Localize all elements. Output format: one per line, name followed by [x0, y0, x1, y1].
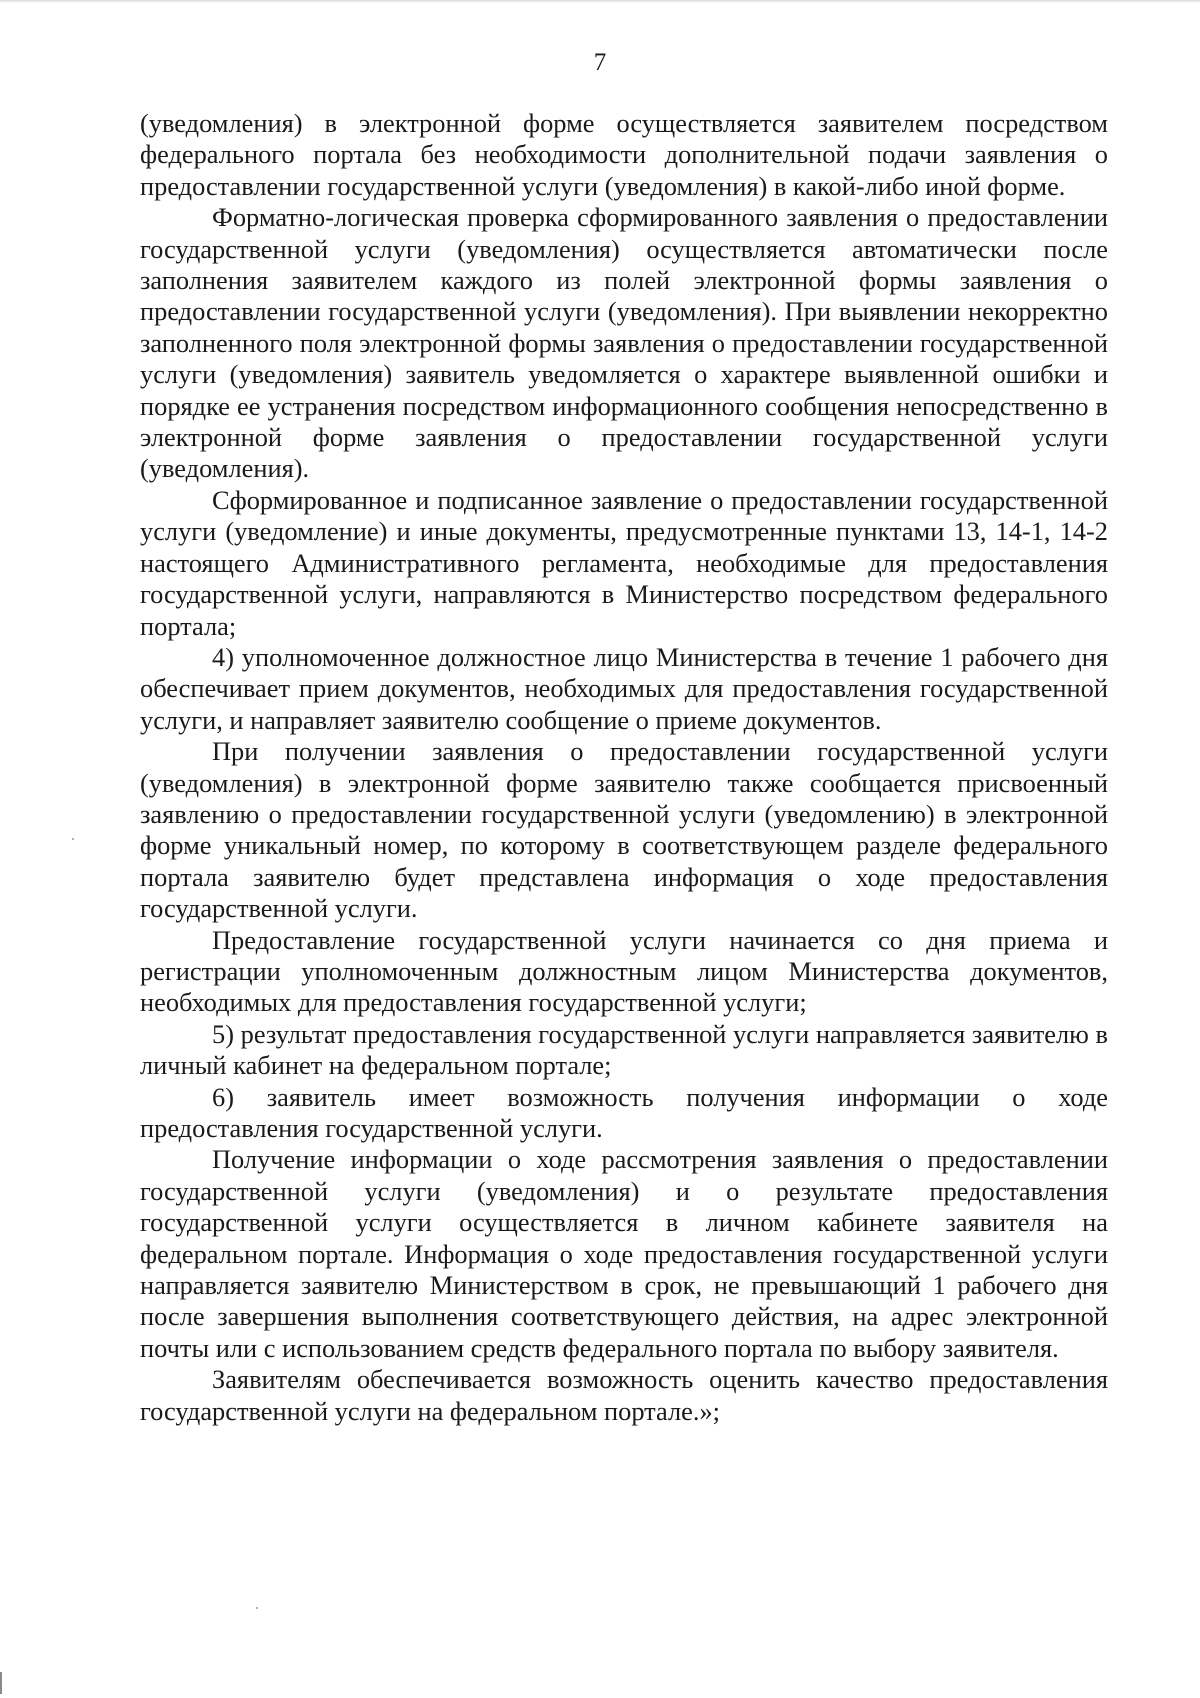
paragraph-4: 4) уполномоченное должностное лицо Министерства в течение 1 рабочего дня обеспечивает прием документов, необходимых для предоставления государственной услуги, и направляет заявителю сообщение о приеме документов. [140, 641, 1108, 735]
paragraph-5: При получении заявления о предоставлении государственной услуги (уведомления) в электронной форме заявителю также сообщается присвоенный заявлению о предоставлении государственной услуги (уведомлению) в электронной форме уникальный номер, по которому в соответствующем разделе федерального портала заявителю будет представлена информация о ходе предоставления государственной услуги. [140, 736, 1108, 924]
document-body [140, 108, 1108, 1427]
scan-top-edge [0, 0, 1200, 3]
paragraph-8: 6) заявитель имеет возможность получения информации о ходе предоставления государственной услуги. [140, 1081, 1108, 1143]
paragraph-9: Получение информации о ходе рассмотрения заявления о предоставлении государственной услуги (уведомления) и о результате предоставления государственной услуги осуществляется в личном кабинете заявителя на федеральном портале. Информация о ходе предоставления государственной услуги направляется заявителю Министерством в срок, не превышающий 1 рабочего дня после завершения выполнения соответствующего действия, на адрес электронной почты или с использованием средств федерального портала по выбору заявителя. [140, 1144, 1108, 1363]
scan-margin-mark [0, 1672, 2, 1694]
scan-speck [256, 1607, 258, 1609]
paragraph-1: (уведомления) в электронной форме осуществляется заявителем посредством федерального портала без необходимости дополнительной подачи заявления о предоставлении государственной услуги (уведомления) в какой-либо иной форме. [140, 108, 1108, 201]
scan-speck [72, 838, 74, 840]
paragraph-3: Сформированное и подписанное заявление о предоставлении государственной услуги (уведомление) и иные документы, предусмотренные пунктами 13, 14-1, 14-2 настоящего Административного регламента, необходимые для предоставления государственной услуги, направляются в Министерство посредством федерального портала; [140, 484, 1108, 641]
paragraph-10: Заявителям обеспечивается возможность оценить качество предоставления государственной услуги на федеральном портале.»; [140, 1364, 1108, 1426]
paragraph-2: Форматно-логическая проверка сформированного заявления о предоставлении государственной услуги (уведомления) осуществляется автоматически после заполнения заявителем каждого из полей электронной формы заявления о предоставлении государственной услуги (уведомления). При выявлении некорректно заполненного поля электронной формы заявления о предоставлении государственной услуги (уведомления) заявитель уведомляется о характере выявленной ошибки и порядке ее устранения посредством информационного сообщения непосредственно в электронной форме заявления о предоставлении государственной услуги (уведомления). [140, 202, 1108, 484]
paragraph-7: 5) результат предоставления государственной услуги направляется заявителю в личный кабинет на федеральном портале; [140, 1018, 1108, 1081]
page-number: 7 [593, 49, 607, 76]
paragraph-6: Предоставление государственной услуги начинается со дня приема и регистрации уполномоченным должностным лицом Министерства документов, необходимых для предоставления государственной услуги; [140, 924, 1108, 1018]
